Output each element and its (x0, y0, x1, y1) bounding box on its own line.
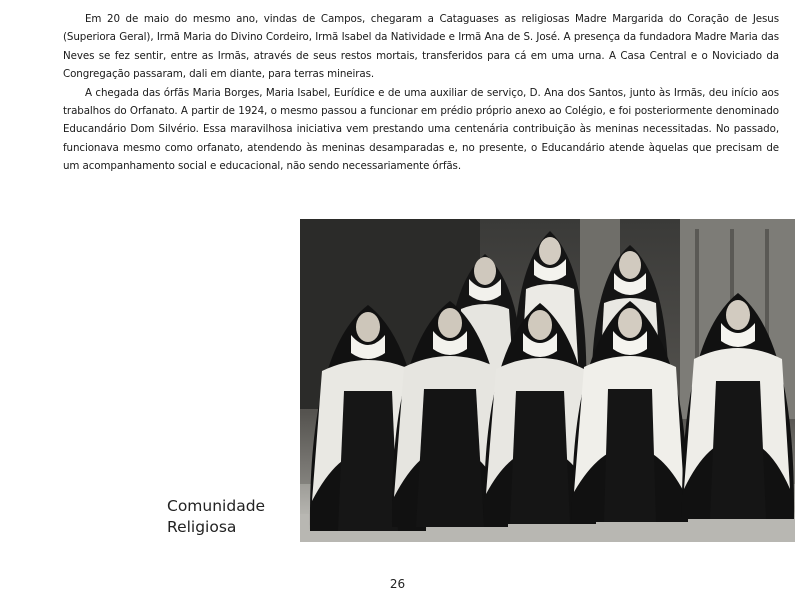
caption-line-2: Religiosa (167, 518, 237, 536)
body-text (63, 10, 779, 176)
caption-line-1: Comunidade (167, 497, 266, 515)
paragraph-1: Em 20 de maio do mesmo ano, vindas de Campos, chegaram a Cataguases as religiosas Madre Margarida do Coração de Jesus (Superiora Geral), Irmã Maria do Divino Cordeiro, Irmã Isabel da Natividade e Irmã Ana de S. José. A presença da fundadora Madre Maria das Neves se fez sentir, entre as Irmãs, através de seus restos mortais, transferidos para cá em uma urna. A Casa Central e o Noviciado da Congregação passaram, dali em diante, para terras mineiras. (63, 13, 779, 81)
photo-caption (167, 496, 297, 538)
paragraph-2: A chegada das órfãs Maria Borges, Maria Isabel, Eurídice e de uma auxiliar de serviço, D. Ana dos Santos, junto às Irmãs, deu início aos trabalhos do Orfanato. A partir de 1924, o mesmo passou a funcionar em prédio próprio anexo ao Colégio, e foi posteriormente denominado Educandário Dom Silvério. Essa maravilhosa iniciativa vem prestando uma centenária contribuição às meninas necessitadas. No passado, funcionava mesmo como orfanato, atendendo às meninas desamparadas e, no presente, o Educandário atende àquelas que precisam de um acompanhamento social e educacional, não sendo necessariamente órfãs. (63, 86, 779, 173)
page-number: 26 (389, 577, 406, 591)
photo-religious-community (300, 219, 795, 542)
photo-illustration (300, 219, 795, 542)
front-row (310, 293, 794, 531)
